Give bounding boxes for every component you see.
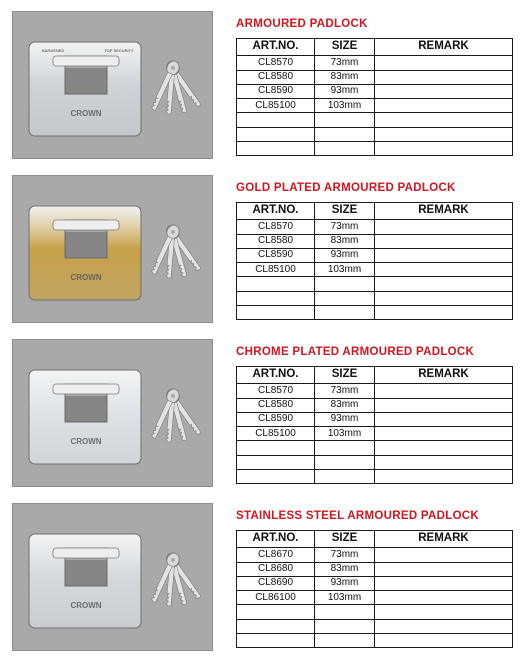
padlock-photo [13,504,212,650]
column-header-size: SIZE [315,531,375,548]
table-row [237,384,513,398]
table-header-row [237,203,513,220]
cell-art-no [237,277,315,291]
cell-remark [375,455,513,469]
cell-art-no: CL8670 [237,548,315,562]
cell-remark [375,469,513,483]
column-header-remark: REMARK [375,367,513,384]
column-header-remark: REMARK [375,531,513,548]
column-header-art-no: ART.NO. [237,39,315,56]
table-row [237,633,513,647]
brand-engraving: CROWN [70,273,102,282]
table-row [237,248,513,262]
cell-remark [375,220,513,234]
cell-remark [375,127,513,141]
table-row [237,455,513,469]
cell-size: 103mm [315,427,375,441]
cell-remark [375,141,513,155]
table-row [237,127,513,141]
cell-art-no [237,455,315,469]
column-header-remark: REMARK [375,203,513,220]
cell-art-no: CL8570 [237,384,315,398]
body-marking: TOP SECURITY [104,48,134,53]
table-row [237,305,513,319]
table-header-row [237,39,513,56]
product-section [0,328,525,490]
cell-remark [375,277,513,291]
section-title: GOLD PLATED ARMOURED PADLOCK [236,182,456,194]
column-header-art-no: ART.NO. [237,203,315,220]
table-row [237,220,513,234]
cell-art-no [237,441,315,455]
cell-art-no: CL8580 [237,398,315,412]
product-section [0,492,525,654]
window-shadow [65,396,107,422]
cell-art-no: CL8680 [237,562,315,576]
cell-remark [375,56,513,70]
table-header-row [237,367,513,384]
cell-remark [375,562,513,576]
cell-size: 73mm [315,548,375,562]
cell-size [315,619,375,633]
table-row [237,291,513,305]
cell-size [315,305,375,319]
cell-size: 73mm [315,220,375,234]
cell-size: 83mm [315,398,375,412]
cell-size [315,127,375,141]
cell-art-no: CL8590 [237,84,315,98]
table-row [237,263,513,277]
table-row [237,70,513,84]
spec-table [236,202,513,320]
cell-size: 103mm [315,99,375,113]
padlock-photo [13,176,212,322]
cell-remark [375,263,513,277]
cell-size: 93mm [315,248,375,262]
cell-remark [375,248,513,262]
cell-remark [375,441,513,455]
table-row [237,277,513,291]
cell-remark [375,113,513,127]
cell-size [315,277,375,291]
spec-table [236,38,513,156]
cell-art-no: CL8590 [237,412,315,426]
cell-art-no [237,113,315,127]
cell-size: 83mm [315,70,375,84]
cell-remark [375,291,513,305]
product-section [0,164,525,326]
cell-size [315,113,375,127]
table-row [237,576,513,590]
cell-art-no: CL8690 [237,576,315,590]
product-photo [12,503,213,651]
cell-size: 93mm [315,412,375,426]
shackle [53,548,119,558]
cell-remark [375,84,513,98]
table-row [237,84,513,98]
cell-art-no [237,127,315,141]
cell-size: 73mm [315,384,375,398]
cell-remark [375,576,513,590]
cell-remark [375,398,513,412]
column-header-size: SIZE [315,367,375,384]
cell-art-no: CL8570 [237,220,315,234]
table-row [237,234,513,248]
cell-art-no: CL86100 [237,591,315,605]
column-header-art-no: ART.NO. [237,367,315,384]
brand-engraving: CROWN [70,109,102,118]
cell-remark [375,70,513,84]
cell-remark [375,548,513,562]
cell-art-no: CL85100 [237,99,315,113]
cell-remark [375,384,513,398]
column-header-size: SIZE [315,39,375,56]
cell-art-no: CL8590 [237,248,315,262]
table-row [237,56,513,70]
product-photo [12,11,213,159]
column-header-remark: REMARK [375,39,513,56]
window-shadow [65,232,107,258]
cell-remark [375,619,513,633]
brand-engraving: CROWN [70,601,102,610]
window-shadow [65,68,107,94]
cell-size [315,441,375,455]
cell-size [315,291,375,305]
cell-art-no [237,141,315,155]
shackle [53,220,119,230]
table-row [237,591,513,605]
cell-art-no: CL85100 [237,263,315,277]
cell-size: 93mm [315,84,375,98]
product-photo [12,175,213,323]
cell-remark [375,427,513,441]
table-row [237,141,513,155]
cell-art-no [237,305,315,319]
table-row [237,113,513,127]
cell-art-no [237,605,315,619]
spec-table [236,530,513,648]
cell-art-no: CL8570 [237,56,315,70]
cell-art-no [237,291,315,305]
cell-art-no: CL8580 [237,234,315,248]
cell-size [315,633,375,647]
cell-size: 83mm [315,562,375,576]
cell-art-no: CL8580 [237,70,315,84]
cell-remark [375,305,513,319]
cell-size [315,141,375,155]
cell-art-no [237,469,315,483]
body-marking: HARDENED [41,48,65,53]
cell-art-no [237,619,315,633]
cell-remark [375,99,513,113]
table-row [237,398,513,412]
table-row [237,562,513,576]
cell-size: 103mm [315,263,375,277]
product-photo [12,339,213,487]
table-row [237,469,513,483]
cell-remark [375,605,513,619]
cell-art-no: CL85100 [237,427,315,441]
window-shadow [65,560,107,586]
cell-remark [375,633,513,647]
table-row [237,427,513,441]
section-title: STAINLESS STEEL ARMOURED PADLOCK [236,510,480,522]
shackle [53,56,119,66]
table-row [237,99,513,113]
cell-size: 93mm [315,576,375,590]
padlock-photo [13,340,212,486]
cell-size [315,469,375,483]
product-section [0,0,525,162]
cell-size: 103mm [315,591,375,605]
table-row [237,619,513,633]
cell-remark [375,234,513,248]
table-row [237,548,513,562]
table-row [237,441,513,455]
section-title: ARMOURED PADLOCK [236,18,368,30]
cell-size: 83mm [315,234,375,248]
shackle [53,384,119,394]
cell-art-no [237,633,315,647]
cell-remark [375,591,513,605]
column-header-art-no: ART.NO. [237,531,315,548]
padlock-photo [13,12,212,158]
cell-remark [375,412,513,426]
column-header-size: SIZE [315,203,375,220]
cell-size [315,455,375,469]
brand-engraving: CROWN [70,437,102,446]
table-row [237,412,513,426]
section-title: CHROME PLATED ARMOURED PADLOCK [236,346,475,358]
cell-size: 73mm [315,56,375,70]
spec-table [236,366,513,484]
cell-size [315,605,375,619]
table-row [237,605,513,619]
table-header-row [237,531,513,548]
